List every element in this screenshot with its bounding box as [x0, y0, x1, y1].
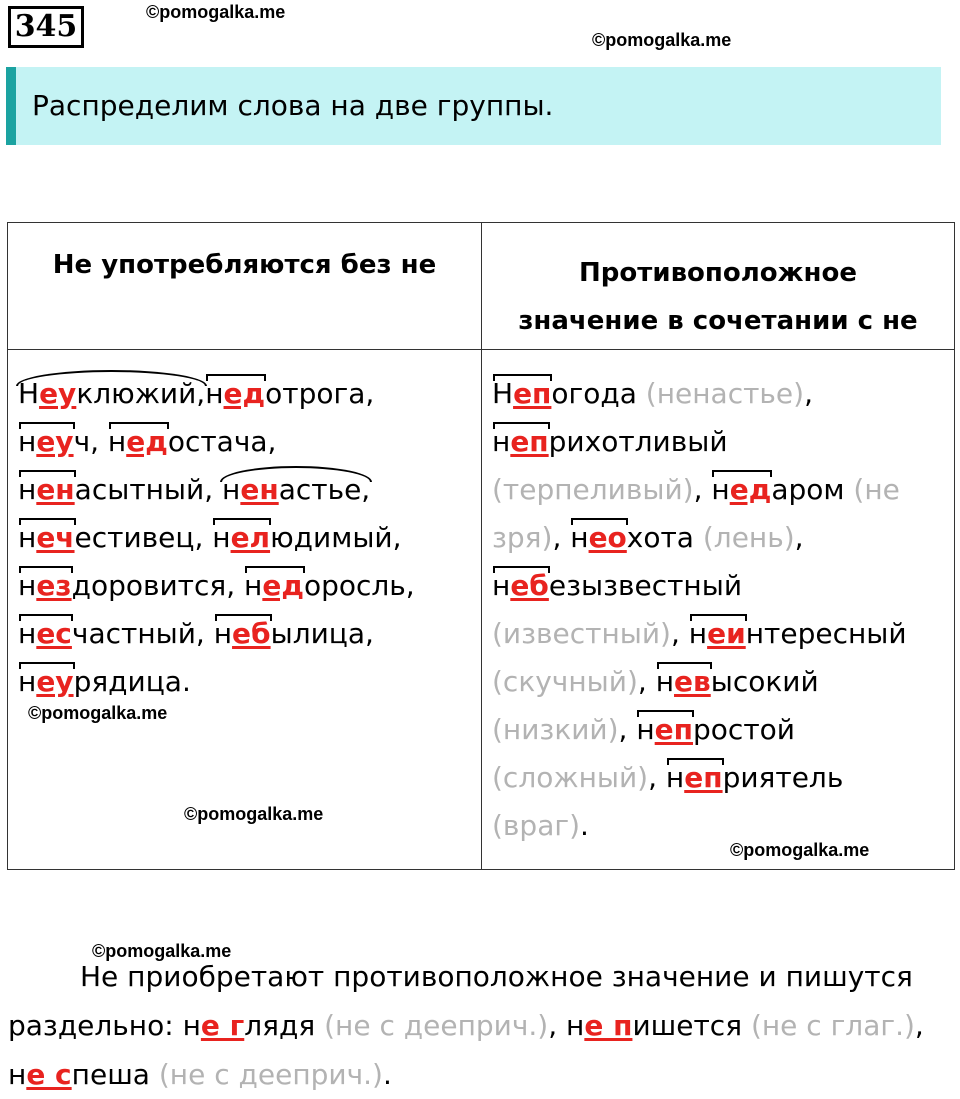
col1-header: Не употребляются без не [8, 223, 482, 350]
watermark: ©pomogalka.me [146, 2, 286, 22]
task-number: 345 [8, 6, 84, 48]
list-item: Непогода (ненастье), [492, 370, 944, 418]
list-item: несчастный, небылица, [18, 610, 471, 658]
watermark: ©pomogalka.me [92, 941, 232, 961]
list-item: (сложный), неприятель [492, 754, 944, 802]
col1-cell [8, 350, 482, 870]
list-item: ненасытный, ненастье, [18, 466, 471, 514]
intro-text: Распределим слова на две группы. [32, 89, 554, 122]
list-item: (низкий), непростой [492, 706, 944, 754]
list-item: (известный), неинтересный [492, 610, 944, 658]
list-item: неприхотливый [492, 418, 944, 466]
list-item: неуч, недостача, [18, 418, 471, 466]
col2-header: Противоположное значение в сочетании с не [482, 223, 955, 350]
watermark: ©pomogalka.me [28, 703, 168, 723]
watermark: ©pomogalka.me [184, 804, 324, 824]
intro-banner [6, 67, 941, 145]
table-body-row [8, 350, 955, 870]
table-header-row [8, 223, 955, 350]
groups-table [7, 222, 955, 870]
list-item: нездоровится, недоросль, [18, 562, 471, 610]
list-item: (терпеливый), недаром (не [492, 466, 944, 514]
list-item: (враг). [492, 809, 589, 842]
watermark: ©pomogalka.me [730, 840, 870, 860]
list-item: нечестивец, нелюдимый, [18, 514, 471, 562]
conclusion-text: Не приобретают противоположное значение и пишутся раздельно: не глядя (не с дееприч.), не пишется (не с глаг.), не спеша (не с дееприч.). [8, 960, 924, 1091]
list-item: (скучный), невысокий [492, 658, 944, 706]
list-item: неурядица. [18, 658, 471, 706]
list-item: Неуклюжий,недотрога, [18, 370, 471, 418]
list-item: зря), неохота (лень), [492, 514, 944, 562]
watermark: ©pomogalka.me [592, 30, 732, 50]
list-item: небезызвестный [492, 562, 944, 610]
col2-cell [482, 350, 955, 870]
